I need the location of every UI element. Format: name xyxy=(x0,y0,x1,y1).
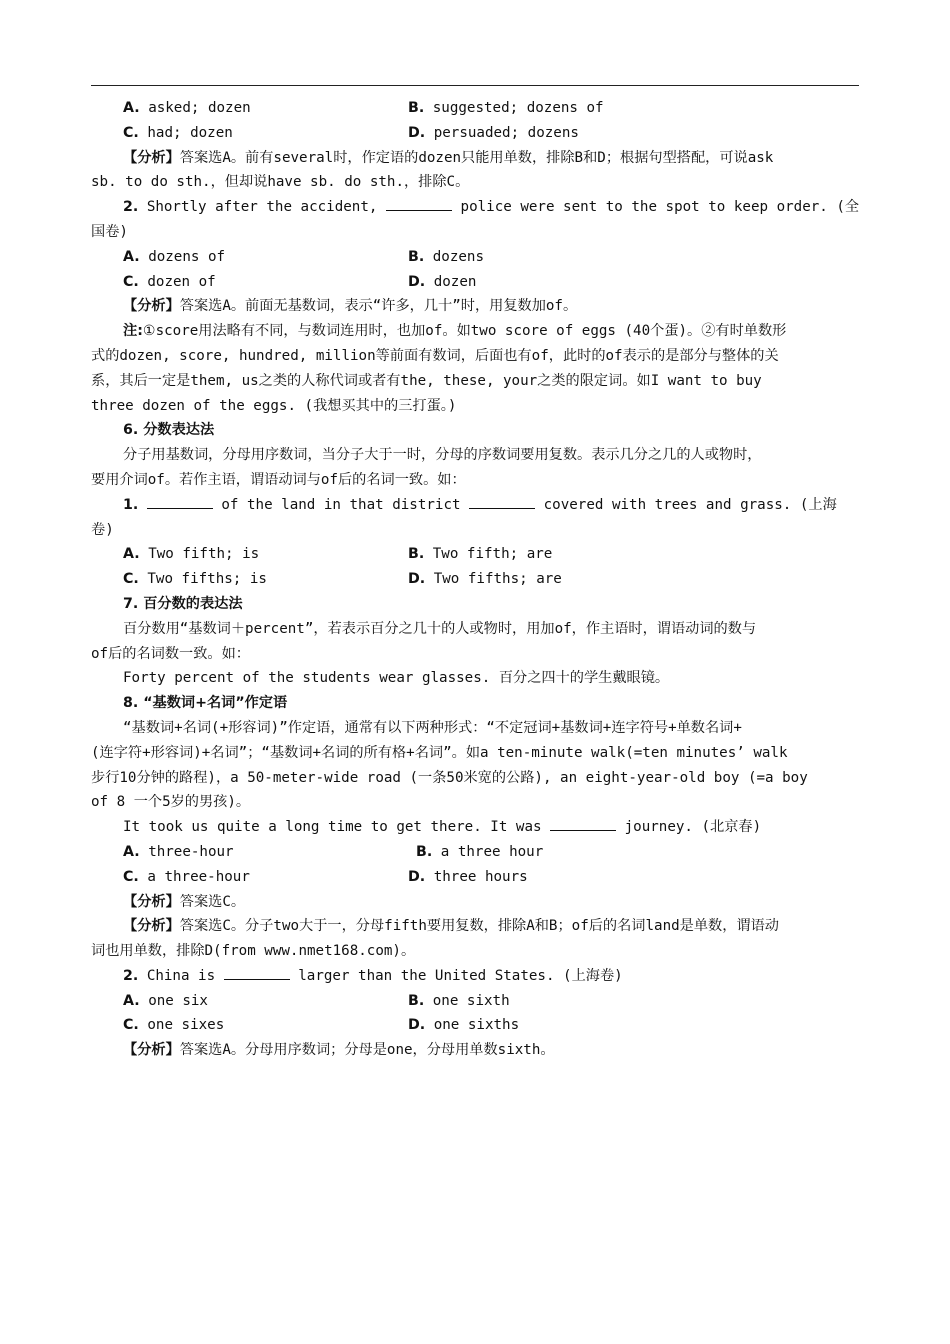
analysis-paragraph: 【分析】答案选C。 xyxy=(123,893,246,910)
header-rule xyxy=(91,85,859,86)
option-row xyxy=(91,989,859,1014)
question-stem: 1. of the land in that district covered with trees and grass. (上海 xyxy=(123,496,837,513)
section-description: “基数词+名词(+形容词)”作定语，通常有以下两种形式：“不定冠词+基数词+连字符号+单数名词+ xyxy=(123,719,742,736)
option-c: C. one sixes xyxy=(123,1017,225,1034)
answer-blank xyxy=(469,496,535,509)
note-paragraph-cont: 式的dozen, score, hundred, million等前面有数词，后面也有of，此时的of表示的是部分与整体的关 xyxy=(91,347,779,364)
analysis-paragraph-cont: sb. to do sth.，但却说have sb. do sth.，排除C。 xyxy=(91,174,470,191)
analysis-paragraph: 【分析】答案选A。前有several时，作定语的dozen只能用单数，排除B和D；根据句型搭配，可说ask xyxy=(123,149,774,166)
question-stem: 2. China is larger than the United States. (上海卷) xyxy=(123,967,623,984)
note-paragraph-cont: three dozen of the eggs. (我想买其中的三打蛋。) xyxy=(91,397,457,414)
option-c: C. Two fifths; is xyxy=(123,571,267,588)
option-a: A. asked; dozen xyxy=(123,100,251,116)
section-description-cont: of后的名词数一致。如： xyxy=(91,645,250,662)
document-body xyxy=(91,96,859,1063)
option-d: D. three hours xyxy=(408,868,528,885)
question-stem-cont: 国卷) xyxy=(91,223,128,240)
answer-blank xyxy=(147,496,213,509)
option-b: B. Two fifth; are xyxy=(408,546,553,563)
option-d: D. Two fifths; are xyxy=(408,571,562,588)
option-row xyxy=(91,567,859,592)
option-row xyxy=(91,270,859,295)
option-c: C. dozen of xyxy=(123,273,216,290)
analysis-paragraph: 【分析】答案选A。分母用序数词；分母是one，分母用单数sixth。 xyxy=(123,1042,555,1059)
section-description: 分子用基数词，分母用序数词，当分子大于一时，分母的序数词要用复数。表示几分之几的人或物时， xyxy=(123,447,762,464)
section-description-cont: 要用介词of。若作主语，谓语动词与of后的名词一致。如： xyxy=(91,471,466,488)
option-c: C. had; dozen xyxy=(123,124,233,141)
option-row xyxy=(91,245,859,270)
option-b: B. a three hour xyxy=(416,843,544,860)
note-paragraph-cont: 系，其后一定是them, us之类的人称代词或者有the, these, your之类的限定词。如I want to buy xyxy=(91,372,762,389)
question-stem-cont: 卷) xyxy=(91,521,114,538)
section-heading: 6. 分数表达法 xyxy=(123,422,215,439)
question-stem: It took us quite a long time to get there. It was journey. (北京春) xyxy=(123,819,762,836)
answer-blank xyxy=(550,818,616,831)
option-b: B. one sixth xyxy=(408,992,510,1009)
option-a: A. Two fifth; is xyxy=(123,546,260,563)
section-description-cont: 步行10分钟的路程)，a 50-meter-wide road (一条50米宽的公路), an eight-year-old boy (=a boy xyxy=(91,769,808,786)
option-row xyxy=(91,542,859,567)
option-b: B. suggested; dozens of xyxy=(408,100,604,116)
analysis-paragraph: 【分析】答案选A。前面无基数词，表示“许多，几十”时，用复数加of。 xyxy=(123,298,578,315)
option-c: C. a three-hour xyxy=(123,868,250,885)
section-heading: 7. 百分数的表达法 xyxy=(123,595,243,612)
option-d: D. persuaded; dozens xyxy=(408,124,579,141)
section-description: 百分数用“基数词＋percent”，若表示百分之几十的人或物时，用加of，作主语时，谓语动词的数与 xyxy=(123,620,757,637)
note-paragraph: 注:①score用法略有不同，与数词连用时，也加of。如two score of eggs (40个蛋)。②有时单数形 xyxy=(123,323,787,340)
option-row xyxy=(91,1013,859,1038)
option-d: D. dozen xyxy=(408,273,477,290)
option-row xyxy=(91,121,859,146)
option-b: B. dozens xyxy=(408,248,485,265)
section-heading: 8. “基数词+名词”作定语 xyxy=(123,695,288,712)
option-a: A. dozens of xyxy=(123,248,226,265)
answer-blank xyxy=(386,198,452,211)
option-row xyxy=(91,96,859,121)
analysis-paragraph: 【分析】答案选C。分子two大于一，分母fifth要用复数，排除A和B；of后的名词land是单数，谓语动 xyxy=(123,918,779,935)
section-description-cont: of 8 一个5岁的男孩)。 xyxy=(91,794,251,811)
option-a: A. three-hour xyxy=(123,843,234,860)
option-row xyxy=(91,865,859,890)
question-stem: 2. Shortly after the accident, police were sent to the spot to keep order. (全 xyxy=(123,199,859,216)
example-sentence: Forty percent of the students wear glasses. 百分之四十的学生戴眼镜。 xyxy=(123,670,670,687)
analysis-paragraph-cont: 词也用单数，排除D(from www.nmet168.com)。 xyxy=(91,943,416,960)
option-row xyxy=(91,840,859,865)
section-description-cont: (连字符+形容词)+名词”；“基数词+名词的所有格+名词”。如a ten-minute walk(=ten minutes’ walk xyxy=(91,744,788,761)
option-d: D. one sixths xyxy=(408,1017,520,1034)
answer-blank xyxy=(224,967,290,980)
option-a: A. one six xyxy=(123,992,208,1009)
